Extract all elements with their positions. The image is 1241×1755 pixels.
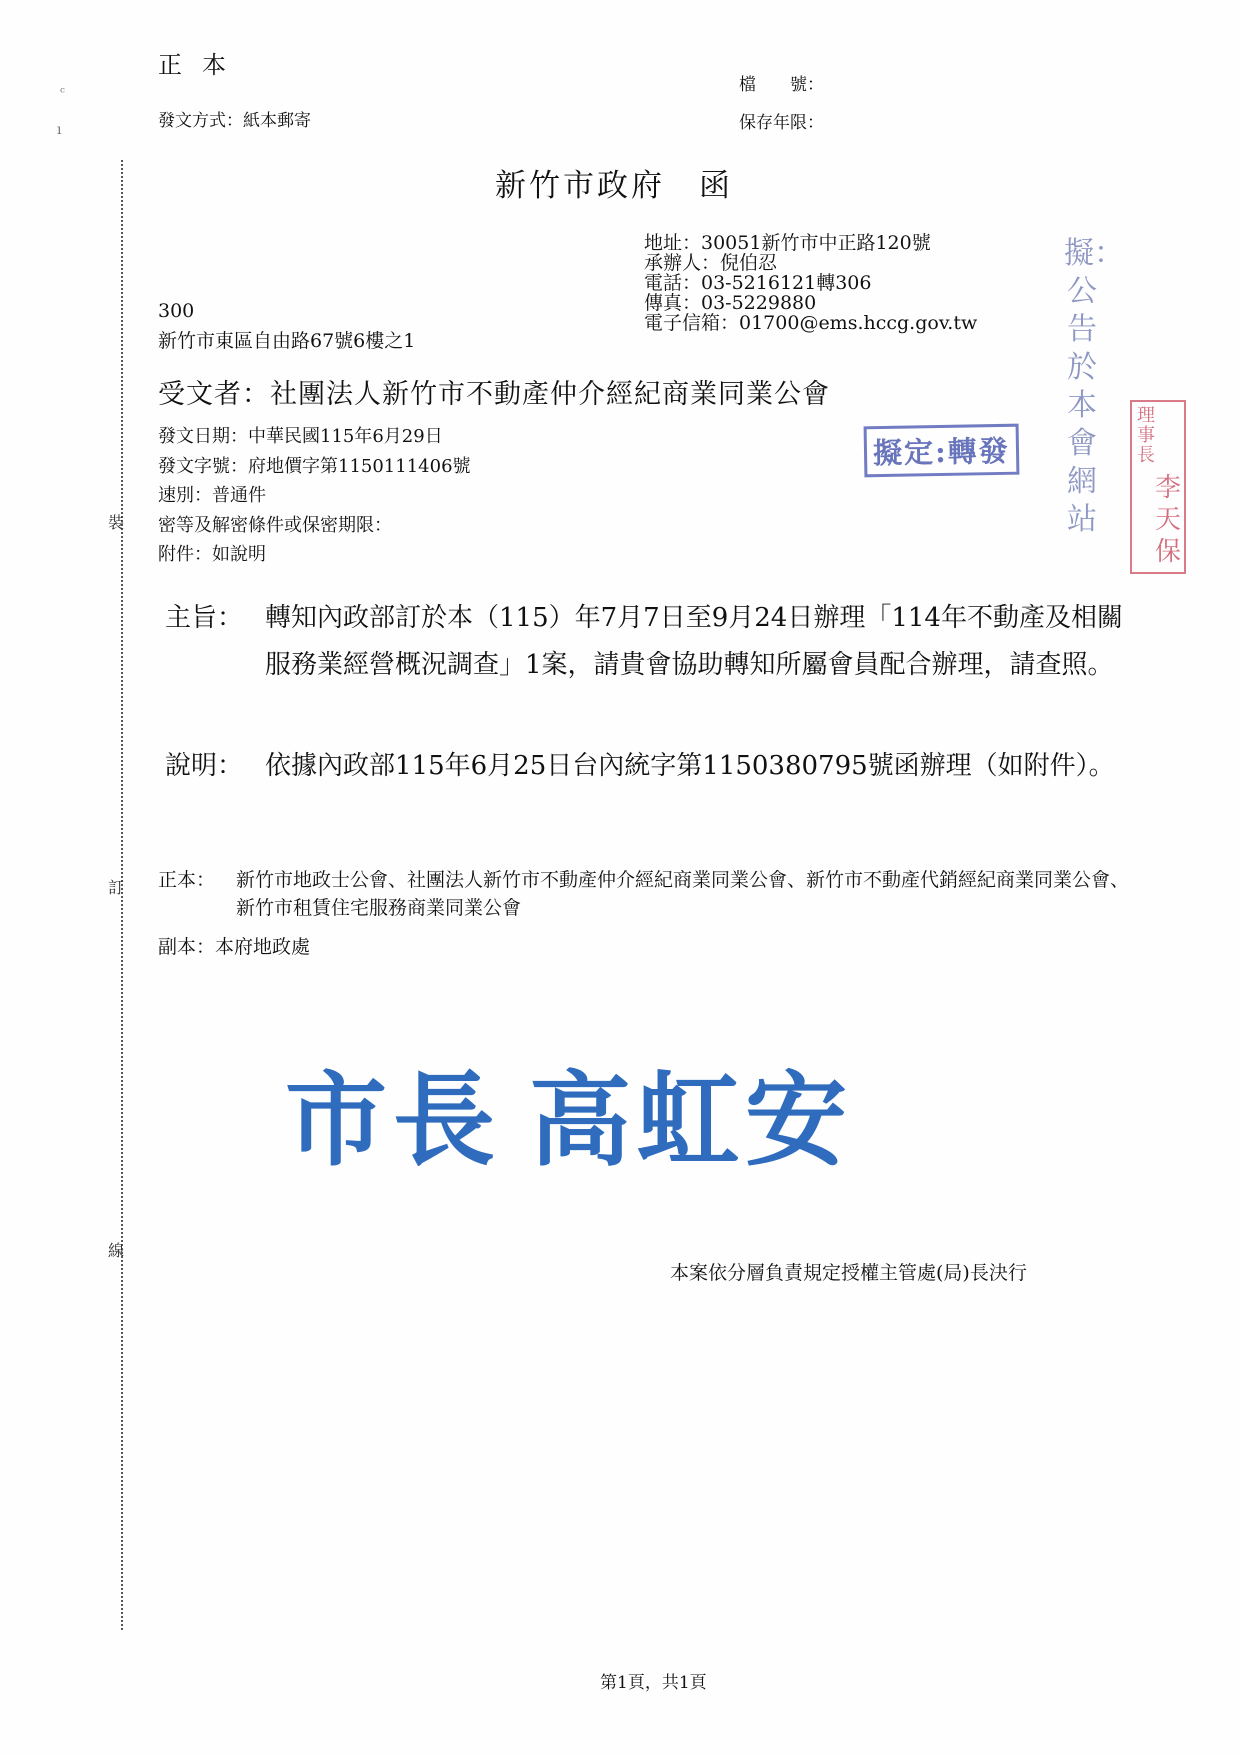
attachment-note: 附件：如說明: [158, 544, 266, 565]
explanation-label: 說明：: [165, 751, 244, 781]
email-address: 電子信箱：01700@ems.hccg.gov.tw: [644, 312, 978, 334]
distribution-original: [158, 866, 1138, 922]
recipient-postal-code: 300: [158, 300, 195, 322]
recipient-line: 受文者：社團法人新竹市不動產仲介經紀商業同業公會: [158, 379, 830, 410]
mayor-title: 市長: [285, 1061, 501, 1181]
delivery-method: 發文方式：紙本郵寄: [158, 111, 311, 131]
document-title: 新竹市政府 函: [495, 168, 733, 204]
recipient-street-address: 新竹市東區自由路67號6樓之1: [158, 330, 416, 352]
delivery-speed: 速別：普通件: [158, 485, 266, 506]
binding-mark-xian: 線: [108, 1241, 125, 1260]
authorization-note: 本案依分層負責規定授權主管處(局)長決行: [670, 1262, 1027, 1284]
explanation-text: 依據內政部115年6月25日台內統字第1150380795號函辦理（如附件）。: [265, 751, 1115, 781]
explanation-paragraph: [165, 743, 1125, 790]
chairman-seal: [1130, 400, 1186, 574]
mayor-name: 高虹安: [529, 1061, 853, 1181]
binding-mark-ding: 訂: [108, 878, 125, 897]
mayor-signature-stamp: [285, 1040, 853, 1186]
distribution-copy-label: 副本：: [158, 936, 216, 958]
phone-number: 電話：03-5216121轉306: [644, 272, 872, 294]
subject-paragraph: [165, 595, 1125, 689]
seal-name: 李天保: [1155, 473, 1182, 567]
subject-text: 轉知內政部訂於本（115）年7月7日至9月24日辦理「114年不動產及相關服務業經營概況調查」1案，請貴會協助轉知所屬會員配合辦理，請查照。: [265, 603, 1123, 680]
sender-address: 地址：30051新竹市中正路120號: [644, 232, 931, 254]
subject-label: 主旨：: [165, 603, 244, 633]
fax-number: 傳真：03-5229880: [644, 292, 817, 314]
handler-name: 承辦人：倪伯忍: [644, 252, 778, 274]
distribution-copy-text: 本府地政處: [215, 936, 311, 958]
binding-mark-zhuang: 裝: [108, 513, 125, 532]
distribution-original-label: 正本：: [158, 869, 216, 891]
distribution-copy: [158, 933, 310, 961]
issue-date: 發文日期：中華民國115年6月29日: [158, 426, 443, 447]
sender-contact-block: [644, 233, 977, 333]
document-meta-block: [158, 422, 471, 570]
document-number: 發文字號：府地價字第1150111406號: [158, 455, 471, 477]
copy-type-label: 正本: [158, 51, 246, 79]
forward-decision-stamp: 擬定:轉發: [864, 424, 1020, 478]
retention-period-label: 保存年限：: [739, 113, 824, 133]
file-number-label: 檔 號：: [739, 75, 824, 95]
scan-speck: ı: [57, 122, 62, 138]
secrecy-level: 密等及解密條件或保密期限：: [158, 514, 392, 536]
page-footer: 第1頁，共1頁: [600, 1673, 707, 1693]
distribution-original-text: 新竹市地政士公會、社團法人新竹市不動產仲介經紀商業同業公會、新竹市不動產代銷經紀商業同業公會、新竹市租賃住宅服務商業同業公會: [236, 869, 1130, 919]
scan-speck: ᶜ: [60, 85, 65, 101]
seal-title: 理事長: [1137, 405, 1155, 466]
handwritten-vertical-note: 擬：公告於本會網站: [1064, 236, 1124, 537]
